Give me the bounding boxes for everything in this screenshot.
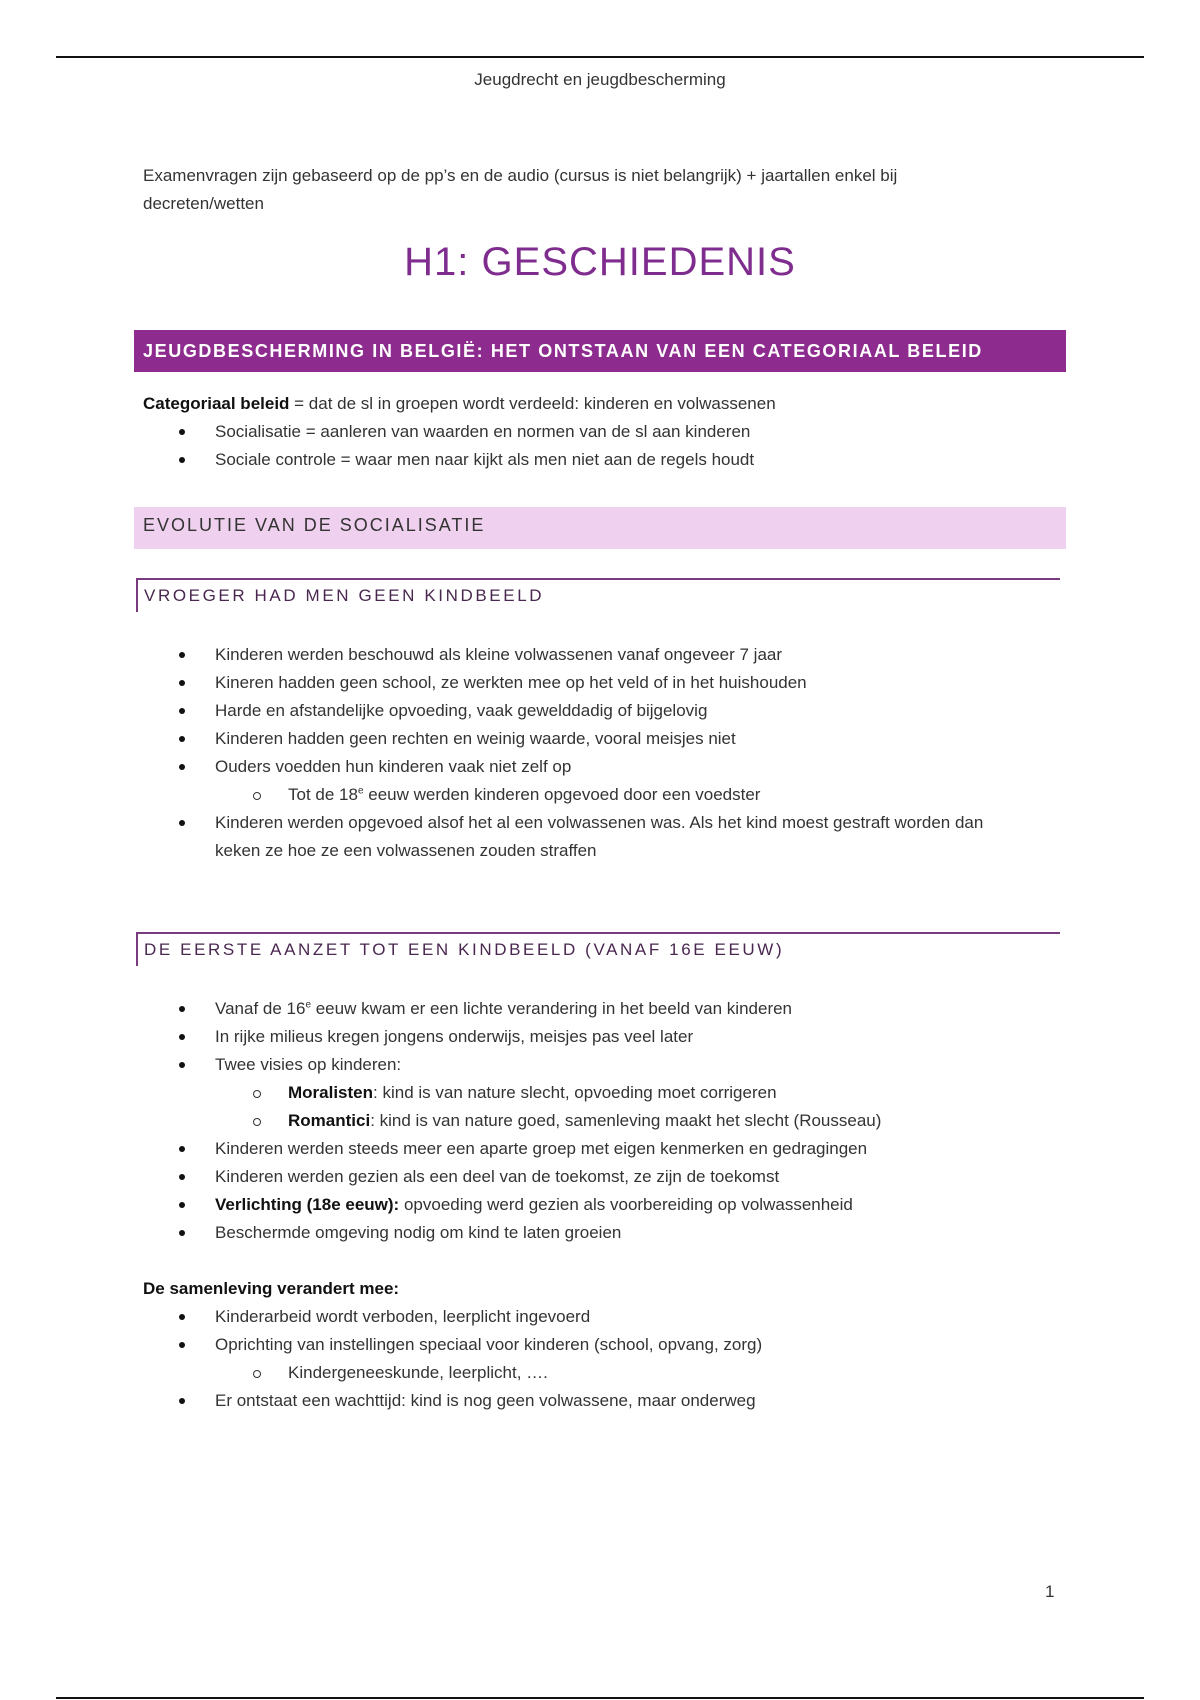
list-item: Oprichting van instellingen speciaal voor kinderen (school, opvang, zorg) (143, 1331, 1073, 1359)
sub-list-item (143, 781, 1073, 809)
list-item: Kinderen werden gezien als een deel van de toekomst, ze zijn de toekomst (143, 1163, 1073, 1191)
page-number: 1 (1045, 1582, 1055, 1601)
section1-body (143, 390, 1073, 474)
spacer (143, 1247, 1073, 1275)
definition-paragraph (143, 390, 1073, 418)
footer-rule (56, 1697, 1144, 1699)
list-item: Twee visies op kinderen: (143, 1051, 1073, 1079)
list-item: Socialisatie = aanleren van waarden en normen van de sl aan kinderen (143, 418, 1073, 446)
sub-list-item (143, 1107, 1073, 1135)
list-item: Harde en afstandelijke opvoeding, vaak gewelddadig of bijgelovig (143, 697, 1073, 725)
sub-list-item (143, 1079, 1073, 1107)
list-item: Beschermde omgeving nodig om kind te laten groeien (143, 1219, 1073, 1247)
sub-item-text: : kind is van nature slecht, opvoeding moet corrigeren (373, 1083, 777, 1102)
list-item: Kinderen werden opgevoed alsof het al een volwassenen was. Als het kind moest gestraft worden dan (143, 809, 1073, 837)
item-text: Vanaf de 16 (215, 999, 306, 1018)
sub2-list (143, 995, 1073, 1415)
sub1-list (143, 641, 1073, 865)
sub-list-item: Kindergeneeskunde, leerplicht, …. (143, 1359, 1073, 1387)
list-item: Kinderen werden beschouwd als kleine volwassenen vanaf ongeveer 7 jaar (143, 641, 1073, 669)
term: Verlichting (18e eeuw): (215, 1195, 400, 1214)
list-item-continuation: keken ze hoe ze een volwassenen zouden straffen (215, 841, 597, 860)
header-rule (56, 56, 1144, 58)
sub-item-text: eeuw werden kinderen opgevoed door een voedster (363, 785, 761, 804)
list-item (143, 995, 1073, 1023)
subheading-geen-kindbeeld: VROEGER HAD MEN GEEN KINDBEELD (136, 578, 1060, 612)
society-heading: De samenleving verandert mee: (143, 1279, 400, 1298)
superscript: e (357, 785, 364, 797)
definition-term: Categoriaal beleid (143, 394, 290, 413)
subheading-eerste-aanzet: DE EERSTE AANZET TOT EEN KINDBEELD (VANAF 16E EEUW) (136, 932, 1060, 966)
chapter-title: H1: GESCHIEDENIS (404, 240, 796, 284)
list-item: Kinderarbeid wordt verboden, leerplicht ingevoerd (143, 1303, 1073, 1331)
sub-item-text: : kind is van nature goed, samenleving maakt het slecht (Rousseau) (370, 1111, 882, 1130)
sub-item-text: Tot de 18 (288, 785, 358, 804)
list-item: Ouders voedden hun kinderen vaak niet zelf op (143, 753, 1073, 781)
list-item: Kinderen werden steeds meer een aparte groep met eigen kenmerken en gedragingen (143, 1135, 1073, 1163)
term: Romantici (288, 1111, 371, 1130)
section-heading-socialisatie: EVOLUTIE VAN DE SOCIALISATIE (134, 507, 1066, 549)
list-item: Kineren hadden geen school, ze werkten mee op het veld of in het huishouden (143, 669, 1073, 697)
list-item: Kinderen hadden geen rechten en weinig waarde, vooral meisjes niet (143, 725, 1073, 753)
item-text: opvoeding werd gezien als voorbereiding op volwassenheid (399, 1195, 853, 1214)
list-item: In rijke milieus kregen jongens onderwijs, meisjes pas veel later (143, 1023, 1073, 1051)
section-heading-jeugdbescherming: JEUGDBESCHERMING IN BELGIË: HET ONTSTAAN VAN EEN CATEGORIAAL BELEID (134, 330, 1066, 372)
intro-text: Examenvragen zijn gebaseerd op de pp’s en de audio (cursus is niet belangrijk) + jaartallen enkel bij decreten/wetten (143, 166, 898, 213)
superscript: e (305, 999, 311, 1011)
running-header: Jeugdrecht en jeugdbescherming (474, 70, 726, 89)
list-item (143, 1191, 1073, 1219)
term: Moralisten (288, 1083, 374, 1102)
list-item: Er ontstaat een wachttijd: kind is nog geen volwassene, maar onderweg (143, 1387, 1073, 1415)
list-item: Sociale controle = waar men naar kijkt als men niet aan de regels houdt (143, 446, 1073, 474)
item-text: eeuw kwam er een lichte verandering in het beeld van kinderen (311, 999, 793, 1018)
definition-text: = dat de sl in groepen wordt verdeeld: kinderen en volwassenen (289, 394, 776, 413)
